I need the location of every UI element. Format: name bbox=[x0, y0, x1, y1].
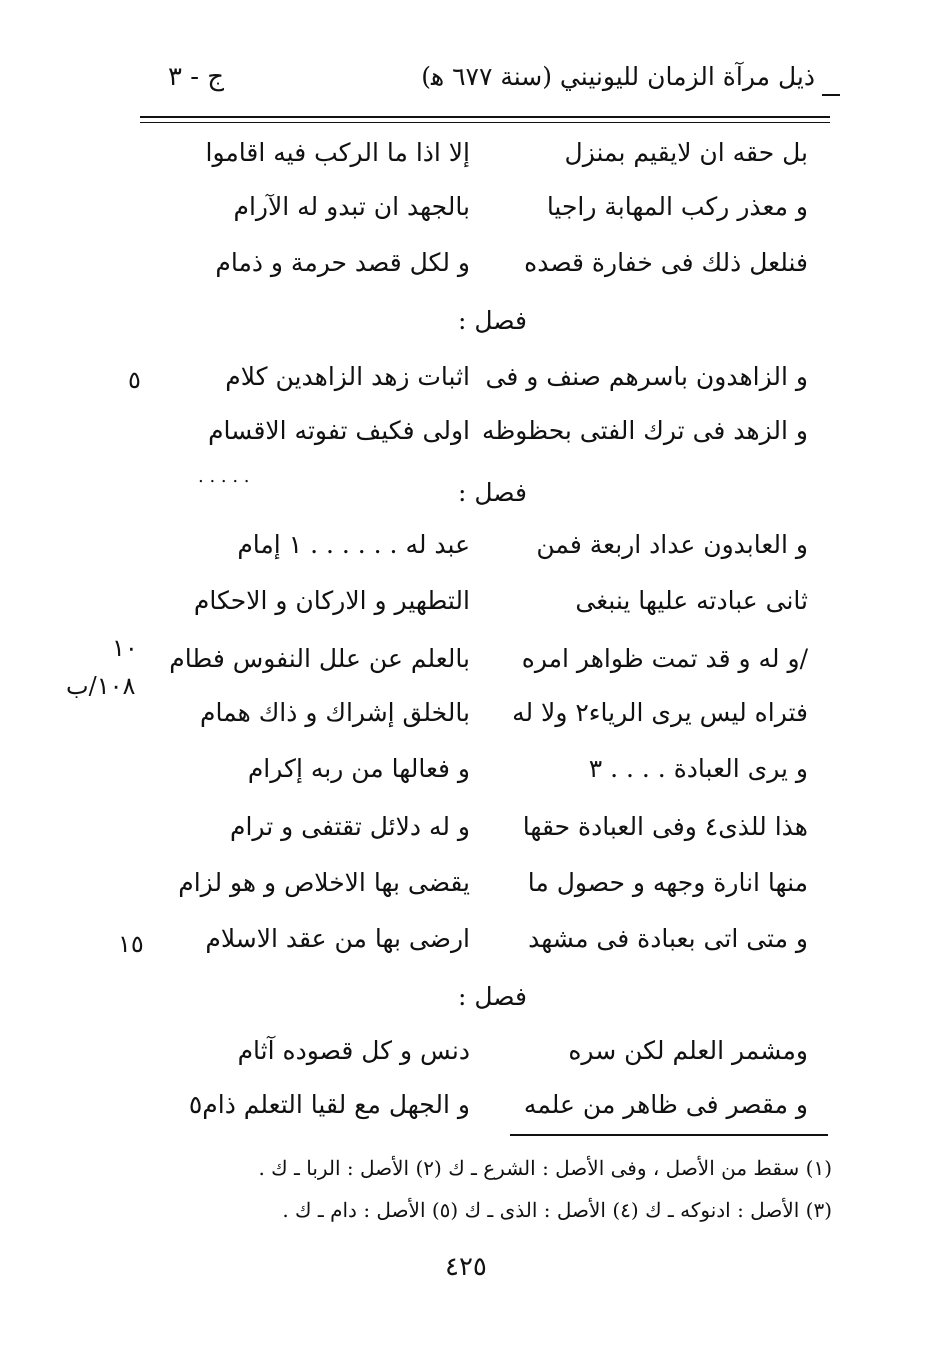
verse-left: اثبات زهد الزاهدين كلام bbox=[225, 362, 470, 391]
verse-left: التطهير و الاركان و الاحكام bbox=[193, 586, 470, 615]
verse-left: دنس و كل قصوده آثام bbox=[237, 1036, 470, 1065]
header-flourish bbox=[822, 94, 840, 102]
verse-right: هذا للذى٤ وفى العبادة حقها bbox=[522, 812, 808, 841]
footnote: (١) سقط من الأصل ، وفى الأصل : الشرع ـ ك (٢) الأصل : الربا ـ ك . bbox=[258, 1156, 832, 1180]
verse-right: بل حقه ان لايقيم بمنزل bbox=[564, 138, 808, 167]
volume-number: ج - ٣ bbox=[168, 62, 225, 92]
verse-left: و لكل قصد حرمة و ذمام bbox=[215, 248, 470, 277]
verse-left: و الجهل مع لقيا التعلم ذام٥ bbox=[188, 1090, 470, 1119]
verse-right: ثانى عبادته عليها ينبغى bbox=[575, 586, 808, 615]
footnote-rule bbox=[510, 1134, 828, 1136]
verse-right: و متى اتى بعبادة فى مشهد bbox=[528, 924, 808, 953]
verse-left: بالخلق إشراك و ذاك همام bbox=[200, 698, 470, 727]
verse-right: فتراه ليس يرى الرياء٢ ولا له bbox=[512, 698, 808, 727]
page-number: ٤٢٥ bbox=[445, 1252, 487, 1282]
verse-left: بالعلم عن علل النفوس فطام bbox=[169, 644, 470, 673]
line-number: ١٠ bbox=[112, 634, 138, 662]
section-heading: فصل : bbox=[458, 306, 527, 335]
verse-right: /و له و قد تمت ظواهر امره bbox=[521, 644, 808, 673]
verse-right: منها انارة وجهه و حصول ما bbox=[527, 868, 808, 897]
verse-right: و الزاهدون باسرهم صنف و فى bbox=[485, 362, 808, 391]
header-rule-thin bbox=[140, 122, 830, 123]
line-number: ١٥ bbox=[118, 930, 144, 958]
line-number: ٥ bbox=[128, 366, 141, 394]
running-title: ذيل مرآة الزمان لليونيني (سنة ٦٧٧ ﻫ) bbox=[421, 62, 815, 91]
footnote: (٣) الأصل : ادنوكه ـ ك (٤) الأصل : الذى ـ ك (٥) الأصل : دام ـ ك . bbox=[282, 1198, 832, 1222]
section-heading: فصل : bbox=[458, 478, 527, 507]
verse-left: يقضى بها الاخلاص و هو لزام bbox=[178, 868, 470, 897]
verse-right: و يرى العبادة . . . . ٣ bbox=[588, 754, 808, 783]
folio-marker: ١٠٨/ب bbox=[66, 672, 136, 700]
verse-right: و العابدون عداد اربعة فمن bbox=[536, 530, 808, 559]
verse-right: و مقصر فى ظاهر من علمه bbox=[523, 1090, 808, 1119]
verse-left: اولى فكيف تفوته الاقسام bbox=[208, 416, 470, 445]
verse-left: عبد له . . . . . . ١ إمام bbox=[237, 530, 470, 559]
verse-left: و له دلائل تقتفى و ترام bbox=[230, 812, 470, 841]
verse-right: فنلعل ذلك فى خفارة قصده bbox=[524, 248, 808, 277]
verse-right: و الزهد فى ترك الفتى بحظوظه bbox=[481, 416, 808, 445]
lacuna-dots: . . . . . bbox=[198, 466, 250, 487]
verse-right: و معذر ركب المهابة راجيا bbox=[546, 192, 808, 221]
verse-left: ارضى بها من عقد الاسلام bbox=[205, 924, 470, 953]
verse-left: بالجهد ان تبدو له الآرام bbox=[233, 192, 470, 221]
section-heading: فصل : bbox=[458, 982, 527, 1011]
verse-right: ومشمر العلم لكن سره bbox=[568, 1036, 808, 1065]
verse-left: و فعالها من ربه إكرام bbox=[247, 754, 470, 783]
verse-left: إلا اذا ما الركب فيه اقاموا bbox=[205, 138, 470, 167]
header-rule-thick bbox=[140, 116, 830, 118]
